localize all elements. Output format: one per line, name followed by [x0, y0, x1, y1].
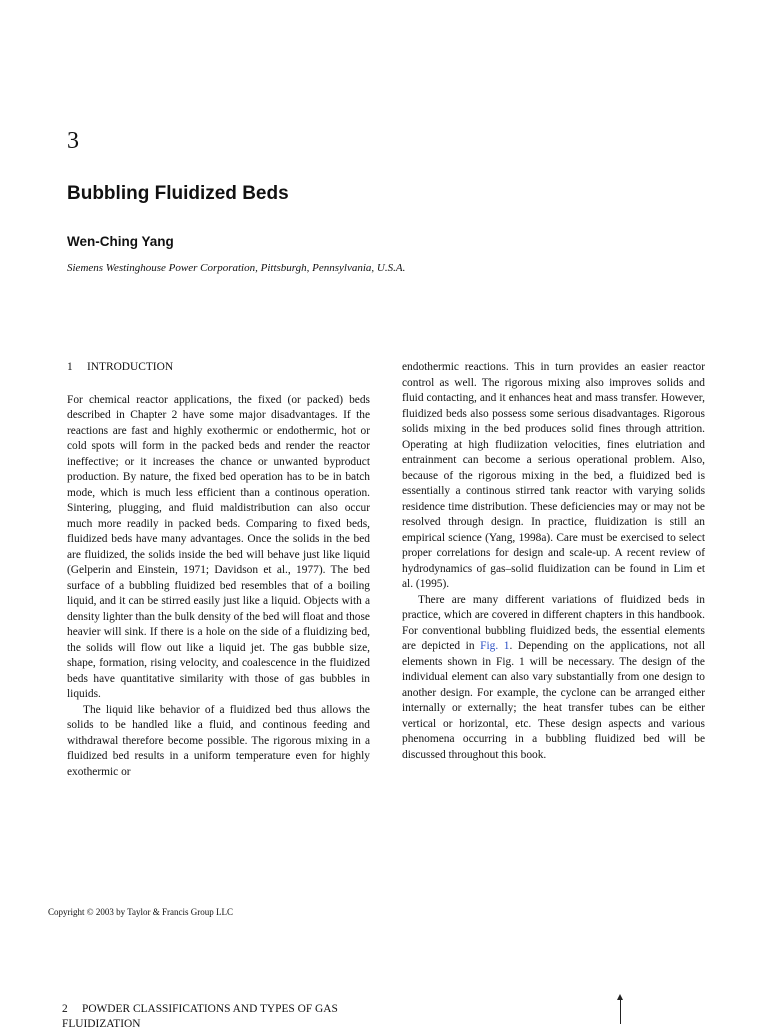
- right-column: [402, 360, 705, 763]
- copyright-notice: Copyright © 2003 by Taylor & Francis Group LLC: [48, 907, 234, 917]
- section-title: POWDER CLASSIFICATIONS AND TYPES OF GAS FLUIDIZATION: [62, 1003, 338, 1030]
- paragraph: The liquid like behavior of a fluidized bed thus allows the solids to be handled like a fluid, and continous feeding and withdrawal therefore become possible. The rigorous mixing in a fluidized bed results in a uniform temperature even for highly exothermic or: [67, 703, 370, 778]
- section-number: 1: [67, 361, 73, 373]
- chapter-number: 3: [67, 128, 79, 154]
- section-heading-powder-classifications: [62, 1002, 392, 1032]
- section-number: 2: [62, 1003, 68, 1015]
- chapter-title: Bubbling Fluidized Beds: [67, 183, 289, 204]
- paragraph: [402, 593, 705, 764]
- section-heading-introduction: [67, 360, 370, 376]
- paragraph-text: . Depending on the applications, not all elements shown in Fig. 1 will be necessary. The design of the individual element can also vary substantially from one design to another design. For example, the cyclone can be arranged either internally or externally; the heat transfer tubes can be either vertical or horizontal, etc. These design aspects and various phenomena occurring in a bubbling fluidized bed will be discussed throughout this book.: [402, 640, 706, 761]
- left-column: [67, 360, 370, 780]
- paragraph: endothermic reactions. This in turn provides an easier reactor control as well. The rigorous mixing also improves solids and fluid contacting, and it enhances heat and mass transfer. However, fluidized beds also possess some serious disadvantages. Rigorous solids mixing in the bed produces solid fines through attrition. Operating at high fludiization velocities, fines elutriation and entrainment can become a serious operational problem. Also, because of the rigorous mixing in the bed, a fluidized bed is essentially a continous stirred tank reactor with varying solids residence time distribution. These deficiencies may or may not be resolved through design. In practice, fluidization is still an empirical science (Yang, 1998a). Care must be exercised to select proper correlations for design and scale-up. A recent review of hydrodynamics of gas–solid fluidization can be found in Lim et al. (1995).: [402, 361, 705, 590]
- author-name: Wen-Ching Yang: [67, 234, 174, 249]
- author-affiliation: Siemens Westinghouse Power Corporation, Pittsburgh, Pennsylvania, U.S.A.: [67, 262, 406, 274]
- paragraph: For chemical reactor applications, the fixed (or packed) beds described in Chapter 2 have some major disadvantages. If the reactions are fast and highly exothermic or endothermic, hot or cold spots will form in the packed beds and render the reactor ineffective; or it increases the chance or unwanted byproduct production. By nature, the fixed bed operation has to be in batch mode, which is much less efficient than a continous operation. Sintering, plugging, and fluid maldistribution can also occur much more readily in packed beds. Comparing to fixed beds, fluidized beds have many advantages. Once the solids in the bed are fluidized, the solids inside the bed will behave just like liquid (Gelperin and Einstein, 1971; Davidson et al., 1977). The bed surface of a bubbling fluidized bed resembles that of a boiling liquid, and it can be stirred easily just like a liquid. Objects with a density lighter than the bulk density of the bed will float and those heavier will sink. If there is a hole on the side of a fluidizing bed, the solids will flow out like a liquid jet. The gas bubble size, shape, formation, rising velocity, and coalescence in the fluidized beds have quantitative similarity with those of gas bubbles in liquids.: [67, 393, 370, 700]
- paragraph-text: There are many different variations of fluidized beds in practice, which are covered in different chapters in this handbook. For conventional bubbling fluidized beds, the essential elements are depicted in: [402, 593, 705, 652]
- figure-link[interactable]: Fig. 1: [480, 640, 510, 652]
- section-title: INTRODUCTION: [87, 361, 174, 373]
- margin-arrow-icon: [620, 996, 621, 1024]
